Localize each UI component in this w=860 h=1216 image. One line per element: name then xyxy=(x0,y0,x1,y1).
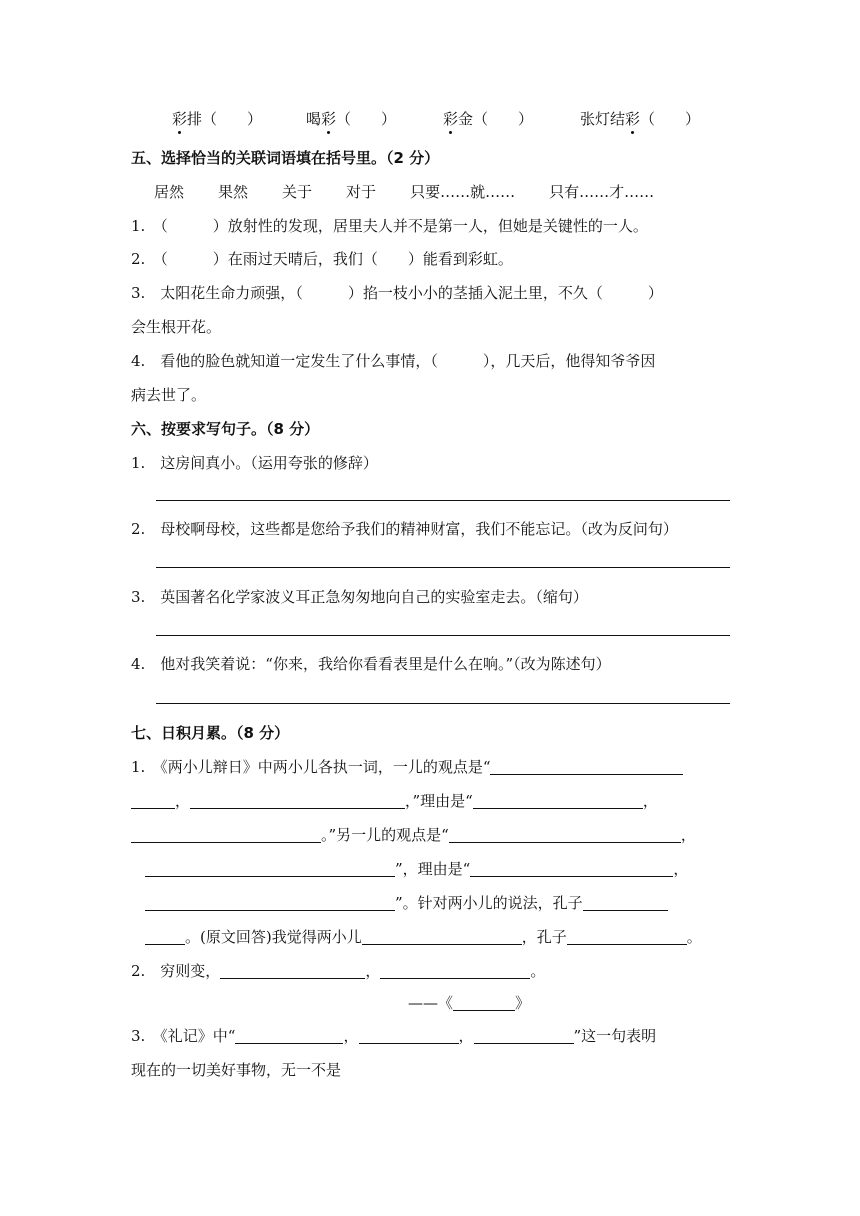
blank[interactable] xyxy=(359,1027,459,1044)
answer-line[interactable] xyxy=(156,500,730,501)
blank[interactable] xyxy=(583,894,668,911)
s7-q1-line2: ， ，”理由是“ ， xyxy=(131,790,658,811)
s7-q1-line6: 。(原文回答)我觉得两小儿 ，孔子 。 xyxy=(145,926,702,947)
blank[interactable] xyxy=(453,994,515,1011)
s6-question-2: 2. 母校啊母校，这些都是您给予我们的精神财富，我们不能忘记。（改为反问句） xyxy=(131,520,678,538)
blank[interactable] xyxy=(190,792,405,809)
answer-line[interactable] xyxy=(156,703,730,704)
blank[interactable] xyxy=(380,962,530,979)
option: 对于 xyxy=(346,183,377,201)
blank[interactable] xyxy=(235,1027,343,1044)
blank[interactable] xyxy=(131,826,321,843)
s5-question-4-cont: 病去世了。 xyxy=(131,386,207,404)
blank[interactable] xyxy=(449,826,681,843)
s6-question-4: 4. 他对我笑着说：“你来，我给你看看表里是什么在响。”（改为陈述句） xyxy=(131,655,611,673)
s7-q3: 3. 《礼记》中“ ， ， ”这一句表明 xyxy=(131,1027,657,1045)
s5-question-1: 1. （ ）放射性的发现，居里夫人并不是第一人，但她是关键性的一人。 xyxy=(131,217,648,235)
s5-question-3: 3. 太阳花生命力顽强，（ ）掐一枝小小的茎插入泥土里，不久（ ） xyxy=(131,284,663,302)
option: 果然 xyxy=(218,183,249,201)
option: 关于 xyxy=(282,183,313,201)
blank[interactable] xyxy=(473,792,643,809)
s7-q1-line3: 。”另一儿的观点是“ ， xyxy=(131,824,696,845)
blank[interactable] xyxy=(567,928,687,945)
s5-question-4: 4. 看他的脸色就知道一定发生了什么事情，（ ），几天后，他得知爷爷因 xyxy=(131,352,656,370)
s5-question-3-cont: 会生根开花。 xyxy=(131,318,222,336)
dotted-char: 彩 xyxy=(625,110,641,128)
top-word-4: 张灯结彩（ ） xyxy=(580,110,701,128)
dotted-char: 彩 xyxy=(172,110,188,128)
s7-q1-line5: ”。针对两小儿的说法，孔子 xyxy=(145,892,668,913)
s7-q1-line4: ”，理由是“ ， xyxy=(145,858,688,879)
section6-title: 六、按要求写句子。（8 分） xyxy=(131,420,320,438)
blank[interactable] xyxy=(470,860,673,877)
answer-line[interactable] xyxy=(156,635,730,636)
section5-options xyxy=(154,181,688,202)
s7-q3-cont: 现在的一切美好事物，无一不是 xyxy=(131,1061,342,1079)
blank[interactable] xyxy=(220,962,365,979)
dotted-char: 彩 xyxy=(321,110,337,128)
blank[interactable] xyxy=(490,758,683,775)
blank[interactable] xyxy=(362,928,522,945)
s7-q2-source: ——《 》 xyxy=(408,994,531,1012)
answer-line[interactable] xyxy=(156,567,730,568)
s5-question-2: 2. （ ）在雨过天晴后，我们（ ）能看到彩虹。 xyxy=(131,250,513,268)
s6-question-3: 3. 英国著名化学家波义耳正急匆匆地向自己的实验室走去。（缩句） xyxy=(131,588,588,606)
option: 居然 xyxy=(154,183,185,201)
top-word-1: 彩排（ ） xyxy=(172,110,263,128)
option: 只要……就…… xyxy=(410,183,516,201)
option: 只有……才…… xyxy=(549,183,655,201)
dotted-char: 彩 xyxy=(443,110,459,128)
section7-title: 七、日积月累。（8 分） xyxy=(131,724,290,742)
blank[interactable] xyxy=(474,1027,574,1044)
blank[interactable] xyxy=(145,894,395,911)
section5-title: 五、选择恰当的关联词语填在括号里。（2 分） xyxy=(131,149,440,167)
top-word-2: 喝彩（ ） xyxy=(306,110,397,128)
blank[interactable] xyxy=(131,792,175,809)
s7-q1-line1: 1. 《两小儿辩日》中两小儿各执一词，一儿的观点是“ xyxy=(131,756,683,777)
s7-q2: 2. 穷则变， ， 。 xyxy=(131,962,546,980)
s6-question-1: 1. 这房间真小。（运用夸张的修辞） xyxy=(131,454,378,472)
blank[interactable] xyxy=(145,860,395,877)
top-word-3: 彩金（ ） xyxy=(443,110,534,128)
blank[interactable] xyxy=(145,928,185,945)
